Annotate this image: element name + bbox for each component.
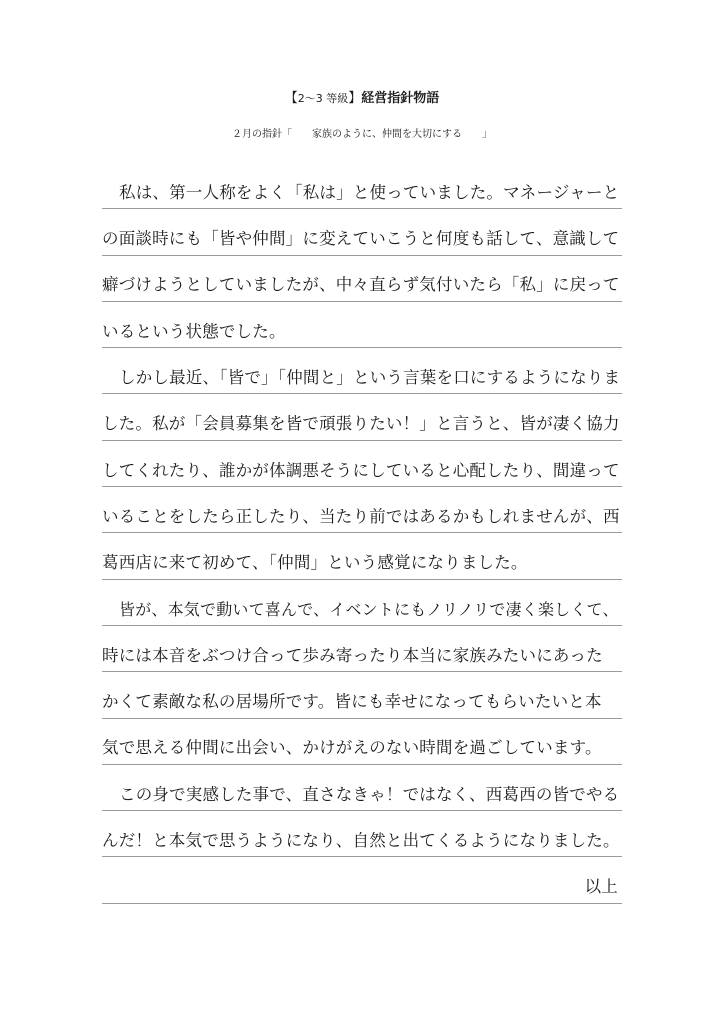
ruled-line bbox=[102, 209, 622, 255]
body-line-9: 葛西店に来て初めて、「仲間」という感覚になりました。 bbox=[102, 553, 528, 573]
body-line-13: 気で思える仲間に出会い、かけがえのない時間を過ごしています。 bbox=[102, 738, 602, 758]
body-line-12: かくて素敵な私の居場所です。皆にも幸せになってもらいたいと本 bbox=[102, 692, 602, 712]
ruled-line bbox=[102, 487, 622, 533]
ruled-line bbox=[102, 441, 622, 487]
body-line-4: いるという状態でした。 bbox=[102, 321, 286, 341]
body-line-2: の面談時にも「皆や仲間」に変えていこうと何度も話して、意識して bbox=[102, 229, 620, 249]
ruled-line bbox=[102, 811, 622, 857]
ruled-line bbox=[102, 765, 622, 811]
ruled-line bbox=[102, 719, 622, 765]
closing-remark: 以上 bbox=[584, 877, 618, 897]
title-bracket-open: 【 bbox=[284, 91, 298, 106]
ruled-line bbox=[102, 533, 622, 579]
grade-label: 2～3 等級 bbox=[297, 92, 349, 105]
body-line-10: 皆が、本気で動いて喜んで、イベントにもノリノリで凄く楽しくて、 bbox=[119, 599, 619, 619]
ruled-line bbox=[102, 857, 622, 903]
body-line-6: した。私が「会員募集を皆で頑張りたい！」と言うと、皆が凄く協力 bbox=[102, 414, 620, 434]
title-bracket-close: 】 bbox=[348, 91, 362, 106]
ruled-line bbox=[102, 163, 622, 209]
document-title bbox=[0, 87, 724, 106]
ruled-line bbox=[102, 256, 622, 302]
title-main: 経営指針物語 bbox=[361, 91, 440, 106]
body-line-8: いることをしたら正したり、当たり前ではあるかもしれませんが、西 bbox=[102, 506, 620, 526]
ruled-line bbox=[102, 580, 622, 626]
body-line-15: んだ！と本気で思うようになり、自然と出てくるようになりました。 bbox=[102, 830, 620, 850]
body-line-14: この身で実感した事で、直さなきゃ！ではなく、西葛西の皆でやる bbox=[119, 784, 620, 804]
body-line-1: 私は、第一人称をよく「私は」と使っていました。マネージャーと bbox=[119, 182, 620, 202]
body-line-7: してくれたり、誰かが体調悪そうにしていると心配したり、間違って bbox=[102, 460, 620, 480]
monthly-guideline-subtitle: ２月の指針「 家族のように、仲間を大切にする 」 bbox=[232, 129, 492, 140]
ruled-line bbox=[102, 302, 622, 348]
ruled-line bbox=[102, 348, 622, 394]
body-line-11: 時には本音をぶつけ合って歩み寄ったり本当に家族みたいにあった bbox=[102, 645, 603, 665]
body-line-5: しかし最近、「皆で」「仲間と」という言葉を口にするようになりま bbox=[119, 367, 621, 387]
ruled-line bbox=[102, 626, 622, 672]
ruled-body-text bbox=[102, 163, 622, 904]
body-line-3: 癖づけようとしていましたが、中々直らず気付いたら「私」に戻って bbox=[102, 275, 620, 295]
ruled-line bbox=[102, 672, 622, 718]
ruled-line bbox=[102, 394, 622, 440]
